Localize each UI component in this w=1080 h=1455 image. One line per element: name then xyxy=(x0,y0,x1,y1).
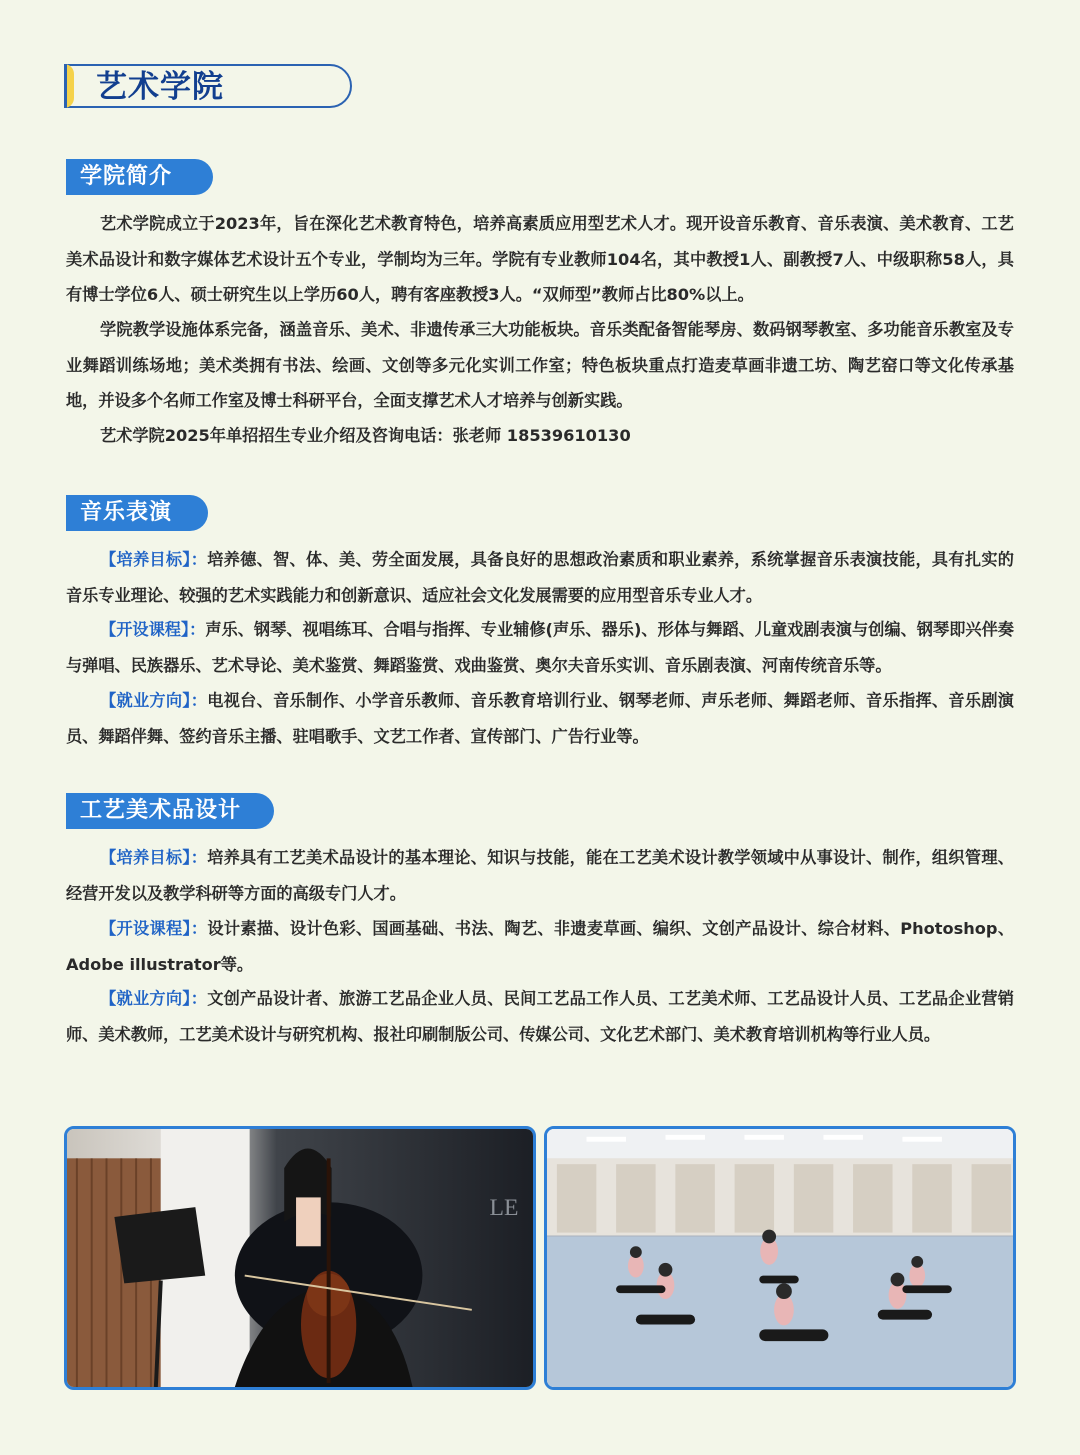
craft-career-text: 文创产品设计者、旅游工艺品企业人员、民间工艺品工作人员、工艺美术师、工艺品设计人员、工艺品企业营销师、美术教师，工艺美术设计与研究机构、报社印刷制版公司、传媒公司、文化艺术部门、美术教育培训机构等行业人员。 xyxy=(66,989,1014,1044)
section-heading-craft: 工艺美术品设计 xyxy=(66,793,274,829)
section-heading-music: 音乐表演 xyxy=(66,495,208,531)
dance-studio-illustration xyxy=(547,1129,1013,1387)
craft-course-text: 设计素描、设计色彩、国画基础、书法、陶艺、非遗麦草画、编织、文创产品设计、综合材料、Photoshop、Adobe illustrator等。 xyxy=(66,919,1015,974)
music-goal-label: 【培养目标】： xyxy=(100,550,208,569)
section-heading-intro: 学院简介 xyxy=(66,159,213,195)
music-course-label: 【开设课程】： xyxy=(100,620,206,639)
craft-goal xyxy=(66,840,1014,911)
page-title-box xyxy=(64,64,352,108)
music-career xyxy=(66,683,1014,754)
craft-career xyxy=(66,981,1014,1052)
intro-paragraph-3: 艺术学院2025年单招招生专业介绍及咨询电话：张老师 18539610130 xyxy=(100,426,631,445)
music-course-text: 声乐、钢琴、视唱练耳、合唱与指挥、专业辅修(声乐、器乐)、形体与舞蹈、儿童戏剧表演与创编、钢琴即兴伴奏与弹唱、民族器乐、艺术导论、美术鉴赏、舞蹈鉴赏、戏曲鉴赏、奥尔夫音乐实训、音乐剧表演、河南传统音乐等。 xyxy=(66,620,1014,675)
intro-paragraph-1: 艺术学院成立于2023年，旨在深化艺术教育特色，培养高素质应用型艺术人才。现开设音乐教育、音乐表演、美术教育、工艺美术品设计和数字媒体艺术设计五个专业，学制均为三年。学院有专业教师104名，其中教授1人、副教授7人、中级职称58人，具有博士学位6人、硕士研究生以上学历60人，聘有客座教授3人。“双师型”教师占比80%以上。 xyxy=(66,214,1014,304)
intro-paragraph-2: 学院教学设施体系完备，涵盖音乐、美术、非遗传承三大功能板块。音乐类配备智能琴房、数码钢琴教室、多功能音乐教室及专业舞蹈训练场地；美术类拥有书法、绘画、文创等多元化实训工作室；特色板块重点打造麦草画非遗工坊、陶艺窑口等文化传承基地，并设多个名师工作室及博士科研平台，全面支撑艺术人才培养与创新实践。 xyxy=(66,320,1014,410)
music-goal-text: 培养德、智、体、美、劳全面发展，具备良好的思想政治素质和职业素养，系统掌握音乐表演技能，具有扎实的音乐专业理论、较强的艺术实践能力和创新意识、适应社会文化发展需要的应用型音乐专业人才。 xyxy=(66,550,1014,605)
music-career-label: 【就业方向】： xyxy=(100,691,208,710)
title-accent-line xyxy=(64,64,67,108)
music-course xyxy=(66,612,1014,683)
music-goal xyxy=(66,542,1014,613)
page-title: 艺术学院 xyxy=(96,69,224,105)
photo-dance-studio xyxy=(544,1126,1016,1390)
craft-course-label: 【开设课程】： xyxy=(100,919,208,938)
stage-sign-text: LE xyxy=(489,1195,519,1221)
photo-cello-performance xyxy=(64,1126,536,1390)
craft-career-label: 【就业方向】： xyxy=(100,989,208,1008)
craft-goal-text: 培养具有工艺美术品设计的基本理论、知识与技能，能在工艺美术设计教学领域中从事设计、制作，组织管理、经营开发以及教学科研等方面的高级专门人才。 xyxy=(66,848,1014,903)
craft-goal-label: 【培养目标】： xyxy=(100,848,208,867)
craft-course xyxy=(66,911,1014,982)
cello-performance-illustration xyxy=(67,1129,533,1387)
music-career-text: 电视台、音乐制作、小学音乐教师、音乐教育培训行业、钢琴老师、声乐老师、舞蹈老师、音乐指挥、音乐剧演员、舞蹈伴舞、签约音乐主播、驻唱歌手、文艺工作者、宣传部门、广告行业等。 xyxy=(66,691,1014,746)
